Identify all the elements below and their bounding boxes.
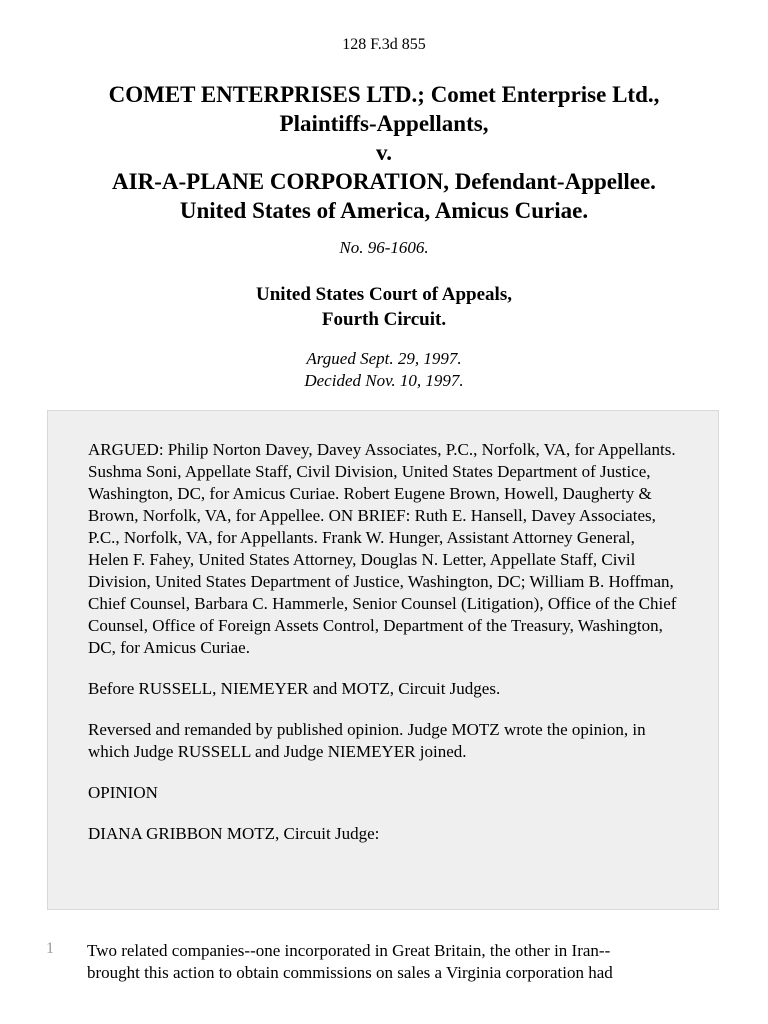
- caption-line: Plaintiffs-Appellants,: [279, 111, 489, 136]
- citation: 128 F.3d 855: [342, 36, 426, 53]
- paragraph-line: brought this action to obtain commissions on sales a Virginia corporation had: [87, 963, 613, 982]
- case-summary-box: [47, 410, 719, 910]
- caption-line: AIR-A-PLANE CORPORATION, Defendant-Appellee.: [112, 169, 656, 194]
- caption-line: COMET ENTERPRISES LTD.; Comet Enterprise Ltd.,: [108, 82, 660, 107]
- disposition-text: Reversed and remanded by published opinion. Judge MOTZ wrote the opinion, in which Judge RUSSELL and Judge NIEMEYER joined.: [88, 720, 646, 761]
- case-dates: [0, 348, 768, 392]
- caption-line: United States of America, Amicus Curiae.: [179, 198, 589, 223]
- counsel-text: ARGUED: Philip Norton Davey, Davey Associates, P.C., Norfolk, VA, for Appellants. Sushma Soni, Appellate Staff, Civil Division, United States Department of Justice, Washington, DC, for Amicus Curiae. Robert Eugene Brown, Howell, Daugherty & Brown, Norfolk, VA, for Appellee. ON BRIEF: Ruth E. Hansell, Davey Associates, P.C., Norfolk, VA, for Appellants. Frank W. Hunger, Assistant Attorney General, Helen F. Fahey, United States Attorney, Douglas N. Letter, Appellate Staff, Civil Division, United States Department of Justice, Washington, DC; William B. Hoffman, Chief Counsel, Barbara C. Hammerle, Senior Counsel (Litigation), Office of the Chief Counsel, Office of Foreign Assets Control, Department of the Treasury, Washington, DC, for Amicus Curiae.: [88, 440, 677, 657]
- argued-date: Argued Sept. 29, 1997.: [306, 349, 462, 368]
- case-caption: [40, 80, 728, 225]
- paragraph-number: 1: [46, 940, 54, 957]
- court-line: United States Court of Appeals,: [256, 284, 512, 305]
- docket-number: No. 96-1606.: [339, 238, 429, 257]
- opinion-heading: OPINION: [88, 783, 158, 802]
- court-line: Fourth Circuit.: [321, 309, 447, 330]
- caption-line: v.: [376, 140, 392, 165]
- paragraph-text: [87, 940, 707, 984]
- court-name: [0, 282, 768, 332]
- panel-text: Before RUSSELL, NIEMEYER and MOTZ, Circuit Judges.: [88, 679, 501, 698]
- opinion-author: DIANA GRIBBON MOTZ, Circuit Judge:: [88, 824, 380, 843]
- decided-date: Decided Nov. 10, 1997.: [304, 371, 464, 390]
- paragraph-line: Two related companies--one incorporated in Great Britain, the other in Iran--: [87, 941, 611, 960]
